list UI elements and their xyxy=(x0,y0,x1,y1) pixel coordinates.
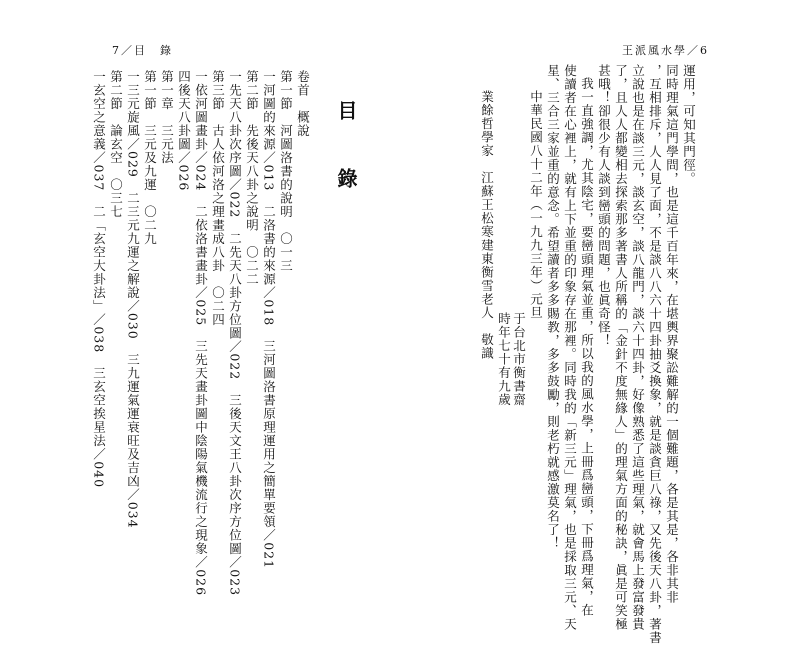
preface-line-5: 了，且人人都變相去探索那多著書人所稱的「金針不度無緣人」的理氣方面的秘訣，眞是可笑極 xyxy=(613,64,629,631)
preface-age: 時年七十有九歲 xyxy=(496,312,512,407)
preface-line-2: 同時理氣這門學問，也是這千百年來，在堪輿界聚訟難解的一個難題，各是其是，各非其非 xyxy=(664,64,680,604)
preface-line-6: 甚哦！卻很少有人談到巒頭的問題，也眞奇怪！ xyxy=(596,64,612,348)
toc-chapter-1: 第一章 三元法 xyxy=(159,70,175,165)
toc-ch1-section-2-items[interactable]: 一玄空之意義／037 二「玄空大卦法」／038 三玄空挨星法／040 xyxy=(91,70,107,489)
preface-date: 中華民國八十二年（一九九三年）元旦 xyxy=(528,90,544,320)
preface-place: 于台北市衡書齋 xyxy=(511,312,527,407)
preface-line-9: 星、三合三家並重的意念。希望讀者多多賜教，多多鼓勵，則老朽就感激莫名了！ xyxy=(545,64,561,550)
preface-line-7: 我一直強調，尤其陰宅，要巒頭理氣並重，所以我的風水學，上冊爲巒頭，下冊爲理氣，在 xyxy=(579,77,595,617)
toc-section-2-items[interactable]: 一先天八卦次序圖／022 二先天八卦方位圖／022 三後天文王八卦次序方位圖／023 xyxy=(227,70,243,597)
toc-ch1-section-1: 第一節 三元及九運 〇二九 xyxy=(142,70,158,246)
preface-line-3: ，互相排斥，人人見了面，不是談八八六十四卦抽爻換象，就是談貪巨八祿，又先後天八卦，著書 xyxy=(647,64,663,645)
preface-line-1: 運用，可知其門徑。 xyxy=(681,64,697,186)
toc-ch1-section-2: 第二節 論玄空 〇三七 xyxy=(108,70,124,219)
toc-section-3: 第三節 古人依河洛之理畫成八卦 〇二四 xyxy=(210,70,226,327)
toc-section-3-extra[interactable]: 四後天八卦圖／026 xyxy=(176,70,192,192)
toc-section-1-items[interactable]: 一河圖的來源／013 二洛書的來源／018 三河圖洛書原理運用之簡單要領／021 xyxy=(261,70,277,570)
toc-volume-heading: 卷首 概說 xyxy=(295,70,311,138)
preface-signature: 業餘哲學家 江蘇王松寒建東衡雪老人 敬識 xyxy=(479,90,495,360)
preface-line-4: 立說也是在談三元，談玄空，談八龍門，談六十四卦，好像熟悉了這些理氣，就會馬上發富發貴 xyxy=(630,64,646,631)
header-left: 7／目 錄 xyxy=(112,44,173,57)
preface-line-8: 使讀者在心裡上，就有上下並重的印象存在那裡。同時我的「新三元」理氣，也是採取三元、天 xyxy=(562,64,578,631)
toc-section-2: 第二節 先後天八卦之說明 〇二二 xyxy=(244,70,260,286)
toc-section-3-items[interactable]: 一依河圖畫卦／024 二依洛書畫卦／025 三先天畫卦圖中陰陽氣機流行之現象／026 xyxy=(193,70,209,597)
toc-title: 目 錄 xyxy=(334,100,358,202)
header-right: 王派風水學／6 xyxy=(622,44,709,57)
toc-section-1: 第一節 河圖洛書的說明 〇一三 xyxy=(278,70,294,273)
toc-ch1-section-1-items[interactable]: 一三元旋風／029 二三元九運之解說／030 三九運氣運衰旺及吉凶／034 xyxy=(125,70,141,529)
